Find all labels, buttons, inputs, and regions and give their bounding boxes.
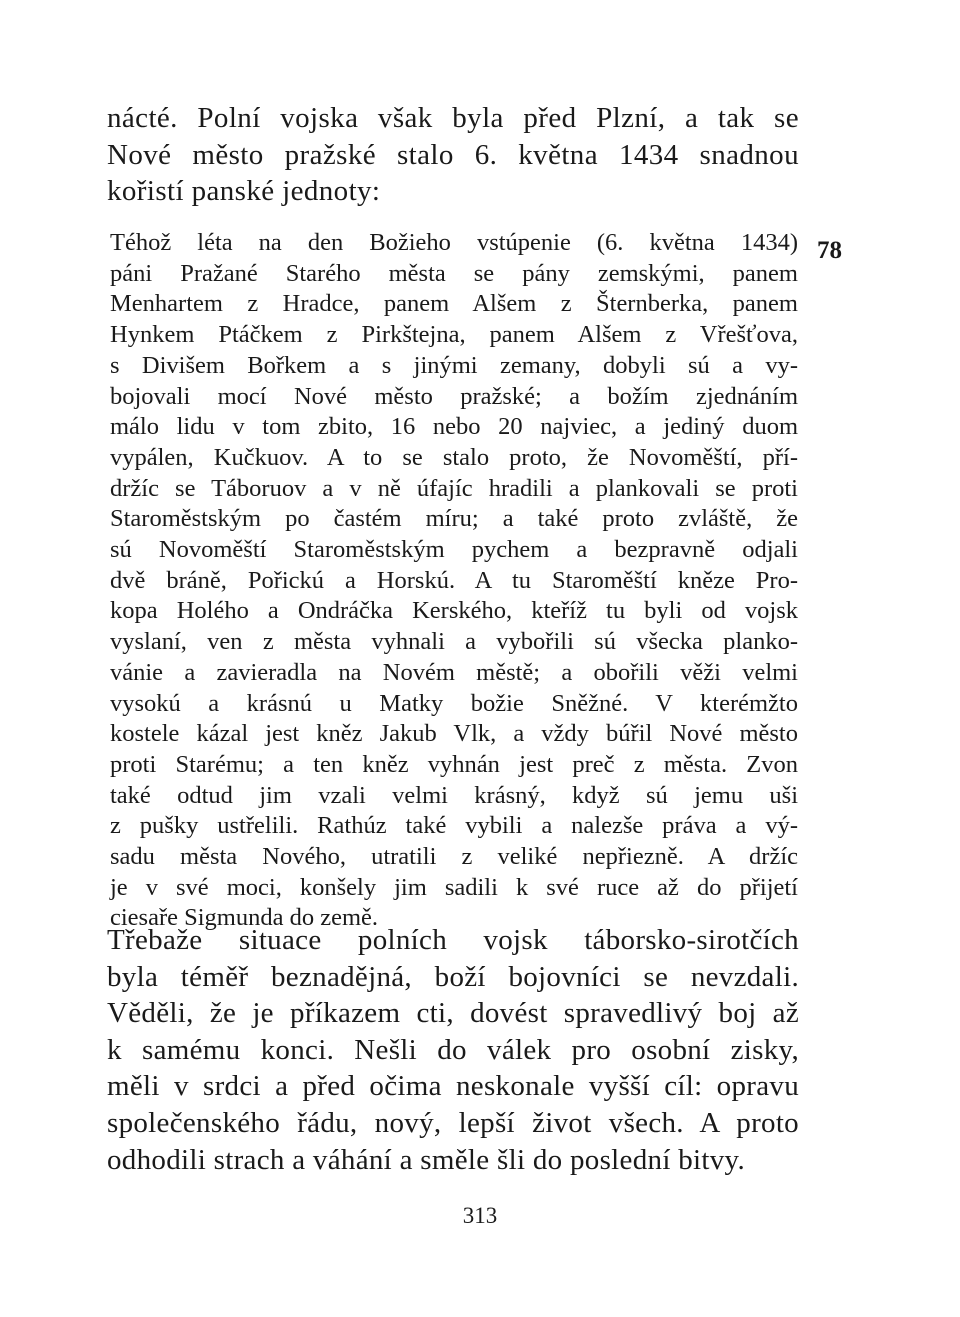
text-line: z pušky ustřelili. Rathúz také vybili a nalezše práva a vý- bbox=[110, 812, 798, 840]
text-line: vyslaní, ven z města vyhnali a vybořili sú všecka planko- bbox=[110, 628, 798, 656]
text-line: držíc se Táboruov a v ně úfajíc hradili a plankovali se proti bbox=[110, 474, 798, 502]
text-line: vypálen, Kučkuov. A to se stalo proto, že Novoměští, pří- bbox=[110, 443, 798, 471]
text-line: proti Starému; a ten kněz vyhnán jest preč z města. Zvon bbox=[110, 750, 798, 778]
text-line: je v své moci, konšely jim sadili k své ruce až do přijetí bbox=[110, 873, 798, 901]
margin-reference-number: 78 bbox=[817, 237, 842, 264]
text-line: Věděli, že je příkazem cti, dovést spravedlivý boj až bbox=[107, 997, 799, 1030]
text-line: Třebaže situace polních vojsk táborsko-sirotčích bbox=[107, 924, 799, 956]
text-line: k samému konci. Nešli do válek pro osobní zisky, bbox=[107, 1033, 799, 1066]
page-number: 313 bbox=[462, 1203, 498, 1228]
text-line: kopa Holého a Ondráčka Kerského, kteříž tu byli od vojsk bbox=[110, 597, 798, 625]
text-line: bojovali mocí Nové město pražské; a božím zjednáním bbox=[110, 382, 798, 410]
text-line: málo lidu v tom zbito, 16 nebo 20 najviec, a jediný duom bbox=[110, 413, 798, 441]
text-line: Téhož léta na den Božieho vstúpenie (6. května 1434) bbox=[110, 229, 798, 256]
text-line: dvě bráně, Pořickú a Horskú. A tu Staroměští kněze Pro- bbox=[110, 566, 798, 594]
closing-paragraph bbox=[107, 922, 799, 1178]
text-line: ciesaře Sigmunda do země. bbox=[110, 904, 379, 932]
text-line: také odtud jim vzali velmi krásný, když sú jemu uši bbox=[110, 781, 798, 809]
text-line: byla téměř beznadějná, boží bojovníci se nevzdali. bbox=[107, 960, 799, 993]
intro-paragraph bbox=[107, 100, 799, 210]
text-line: sú Novoměští Staroměstským pychem a bezpravně odjali bbox=[110, 536, 798, 564]
text-line: nácté. Polní vojska však byla před Plzní, a tak se bbox=[107, 102, 799, 134]
quoted-chronicle-paragraph bbox=[110, 228, 798, 934]
text-line: Staroměstským po častém míru; a také proto zvláště, že bbox=[110, 505, 798, 533]
text-line: vánie a zavieradla na Novém městě; a obořili věži velmi bbox=[110, 658, 798, 686]
text-line: sadu města Nového, utratili z veliké nepřiezně. A držíc bbox=[110, 843, 798, 871]
text-line: měli v srdci a před očima neskonale vyšší cíl: opravu bbox=[107, 1070, 799, 1103]
text-line: Menhartem z Hradce, panem Alšem z Šternberka, panem bbox=[110, 290, 798, 318]
text-line: vysokú a krásnú u Matky božie Sněžné. V kterémžto bbox=[110, 689, 798, 717]
text-line: Nové město pražské stalo 6. května 1434 snadnou bbox=[107, 138, 799, 171]
text-line: kořistí panské jednoty: bbox=[107, 175, 381, 207]
text-line: páni Pražané Starého města se pány zemskými, panem bbox=[110, 259, 798, 287]
text-line: Hynkem Ptáčkem z Pirkštejna, panem Alšem z Vřešťova, bbox=[110, 321, 798, 349]
text-line: kostele kázal jest kněz Jakub Vlk, a vždy búřil Nové město bbox=[110, 720, 798, 748]
text-line: odhodili strach a váhání a směle šli do poslední bitvy. bbox=[107, 1143, 746, 1176]
text-line: s Divišem Bořkem a s jinými zemany, dobyli sú a vy- bbox=[110, 351, 798, 379]
text-line: společenského řádu, nový, lepší život všech. A proto bbox=[107, 1106, 799, 1139]
